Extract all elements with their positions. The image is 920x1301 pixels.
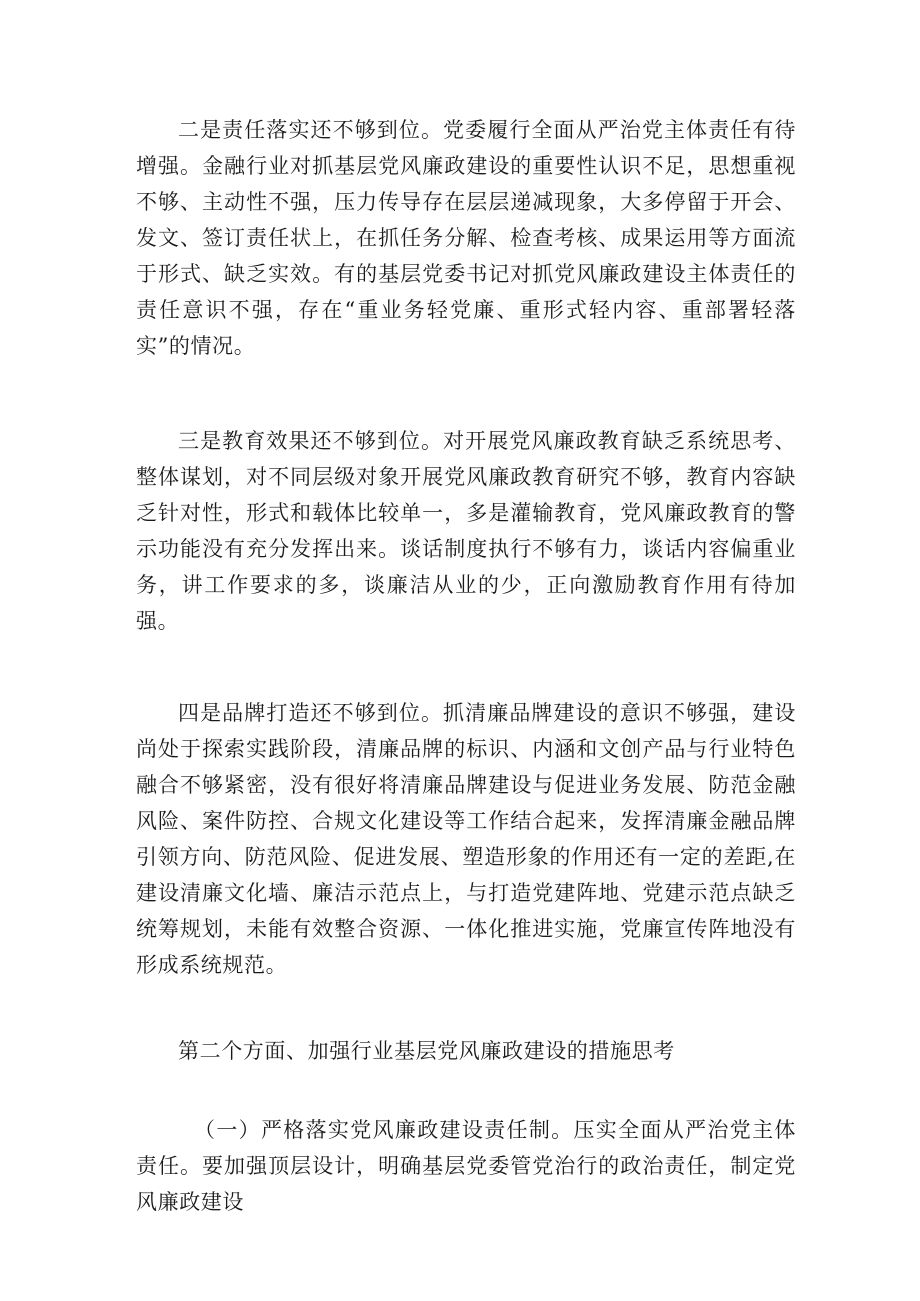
- section-heading: 第二个方面、加强行业基层党风廉政建设的措施思考: [178, 1039, 675, 1063]
- paragraph-responsibility: 二是责任落实还不够到位。党委履行全面从严治党主体责任有待增强。金融行业对抓基层党风廉政建设的重要性认识不足，思想重视不够、主动性不强，压力传导存在层层递减现象，大多停留于开会、发文、签订责任状上，在抓任务分解、检查考核、成果运用等方面流于形式、缺乏实效。有的基层党委书记对抓党风廉政建设主体责任的责任意识不强，存在“重业务轻党廉、重形式轻内容、重部署轻落实”的情况。: [136, 118, 796, 358]
- paragraph-education: 三是教育效果还不够到位。对开展党风廉政教育缺乏系统思考、整体谋划，对不同层级对象开展党风廉政教育研究不够，教育内容缺乏针对性，形式和载体比较单一，多是灌输教育，党风廉政教育的警示功能没有充分发挥出来。谈话制度执行不够有力，谈话内容偏重业务，讲工作要求的多，谈廉洁从业的少，正向激励教育作用有待加强。: [136, 429, 796, 633]
- paragraph-subsection-one: （一）严格落实党风廉政建设责任制。压实全面从严治党主体责任。要加强顶层设计，明确基层党委管党治行的政治责任，制定党风廉政建设: [136, 1118, 796, 1214]
- paragraph-branding: 四是品牌打造还不够到位。抓清廉品牌建设的意识不够强，建设尚处于探索实践阶段，清廉品牌的标识、内涵和文创产品与行业特色融合不够紧密，没有很好将清廉品牌建设与促进业务发展、防范金融风险、案件防控、合规文化建设等工作结合起来，发挥清廉金融品牌引领方向、防范风险、促进发展、塑造形象的作用还有一定的差距,在建设清廉文化墙、廉洁示范点上，与打造党建阵地、党建示范点缺乏统筹规划，未能有效整合资源、一体化推进实施，党廉宣传阵地没有形成系统规范。: [136, 701, 796, 977]
